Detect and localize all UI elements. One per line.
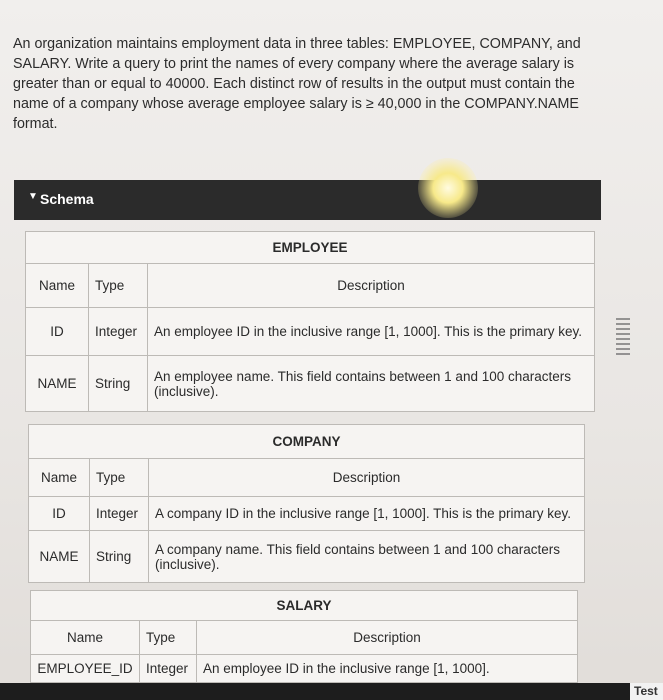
company-table-title: COMPANY xyxy=(29,425,585,459)
employee-row-type: Integer xyxy=(89,308,148,356)
light-glare xyxy=(418,158,478,218)
employee-row-name: ID xyxy=(26,308,89,356)
employee-header-description: Description xyxy=(148,264,595,308)
company-header-type: Type xyxy=(90,459,149,497)
scroll-grip-icon[interactable] xyxy=(616,318,630,358)
company-row-type: String xyxy=(90,531,149,583)
salary-header-name: Name xyxy=(31,621,140,655)
salary-row-type: Integer xyxy=(140,655,197,683)
company-table xyxy=(28,424,585,583)
company-row-type: Integer xyxy=(90,497,149,531)
company-header-description: Description xyxy=(149,459,585,497)
salary-row-name: EMPLOYEE_ID xyxy=(31,655,140,683)
employee-header-type: Type xyxy=(89,264,148,308)
employee-table xyxy=(25,231,595,412)
company-row-name: ID xyxy=(29,497,90,531)
employee-header-name: Name xyxy=(26,264,89,308)
schema-toggle-label: Schema xyxy=(40,191,94,207)
employee-row-name: NAME xyxy=(26,356,89,412)
schema-toggle[interactable] xyxy=(14,180,601,220)
salary-row-description: An employee ID in the inclusive range [1, 1000]. xyxy=(197,655,578,683)
company-row-name: NAME xyxy=(29,531,90,583)
company-header-name: Name xyxy=(29,459,90,497)
problem-text: An organization maintains employment data in three tables: EMPLOYEE, COMPANY, and SALARY. Write a query to print the names of every company where the average salary is greater than or equal to 40000. Each distinct row of results in the output must contain the name of a company whose average employee salary is ≥ 40,000 in the COMPANY.NAME format. xyxy=(13,36,581,132)
company-row-description: A company name. This field contains between 1 and 100 characters (inclusive). xyxy=(149,531,585,583)
employee-table-title: EMPLOYEE xyxy=(26,232,595,264)
salary-header-type: Type xyxy=(140,621,197,655)
bottom-toolbar xyxy=(0,683,663,700)
caret-down-icon: ▼ xyxy=(28,191,38,202)
salary-table-title: SALARY xyxy=(31,591,578,621)
employee-row-description: An employee ID in the inclusive range [1, 1000]. This is the primary key. xyxy=(148,308,595,356)
employee-row-type: String xyxy=(89,356,148,412)
test-button[interactable]: Test xyxy=(630,683,663,700)
problem-statement xyxy=(13,34,598,134)
employee-row-description: An employee name. This field contains between 1 and 100 characters (inclusive). xyxy=(148,356,595,412)
salary-table xyxy=(30,590,578,683)
salary-header-description: Description xyxy=(197,621,578,655)
company-row-description: A company ID in the inclusive range [1, 1000]. This is the primary key. xyxy=(149,497,585,531)
